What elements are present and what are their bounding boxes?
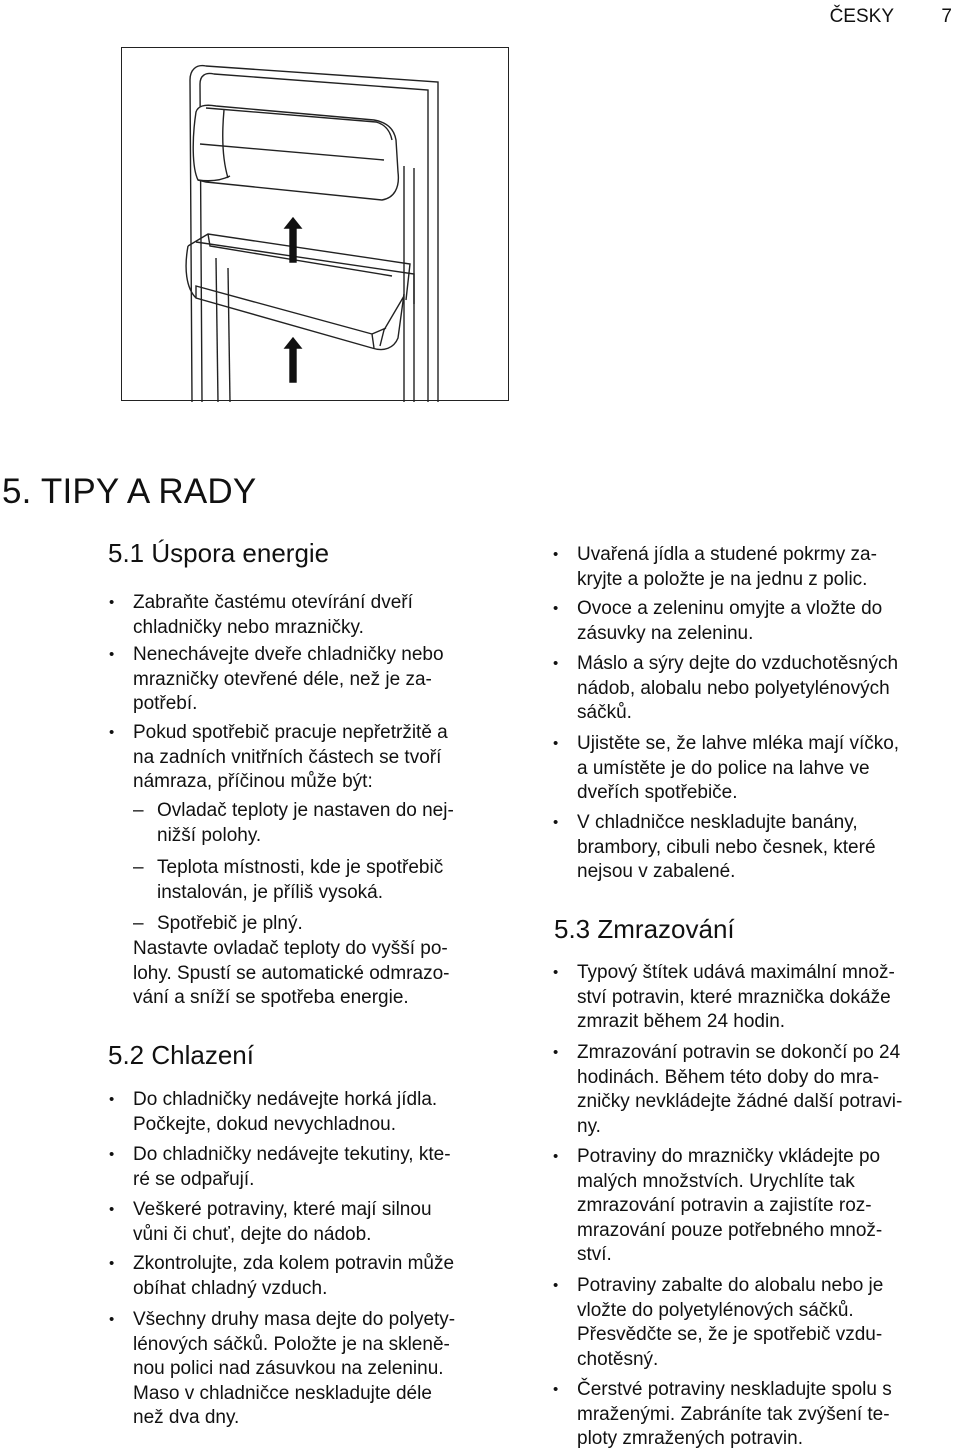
sub-list-item: – Ovladač teploty je nastaven do nej- nižší polohy. — [157, 799, 454, 848]
list-item: • Potraviny zabalte do alobalu nebo je vložte do polyetylénových sáčků. Přesvědčte se, že je spotřebič vzdu- chotěsný. — [577, 1274, 883, 1372]
subsection-title-5-3: 5.3 Zmrazování — [554, 914, 735, 944]
list-item: • V chladničce neskladujte banány, brambory, cibuli nebo česnek, které nejsou v zabalené. — [577, 811, 876, 885]
sub-list-item: – Teplota místnosti, kde je spotřebič instalován, je příliš vysoká. — [157, 856, 443, 905]
page-number: 7 — [941, 6, 952, 27]
door-shelf-illustration — [121, 47, 509, 401]
language-label: ČESKY — [829, 6, 894, 27]
paragraph: Nastavte ovladač teploty do vyšší po- lohy. Spustí se automatické odmrazo- vání a sníží se spotřeba energie. — [133, 938, 450, 1008]
list-item: • Veškeré potraviny, které mají silnou vůni či chuť, dejte do nádob. — [133, 1198, 432, 1247]
list-item: • Potraviny do mrazničky vkládejte po malých množstvích. Urychlíte tak zmrazování potravin a zajistíte roz- mrazování pouze potřebného množ- ství. — [577, 1145, 882, 1268]
list-item: • Zabraňte častému otevírání dveří chladničky nebo mrazničky. — [133, 591, 413, 640]
subsection-title-5-2: 5.2 Chlazení — [108, 1040, 254, 1070]
list-item: • Uvařená jídla a studené pokrmy za- kryjte a položte je na jednu z polic. — [577, 543, 877, 592]
list-item: • Máslo a sýry dejte do vzduchotěsných nádob, alobalu nebo polyetylénových sáčků. — [577, 652, 898, 726]
list-item: • Zmrazování potravin se dokončí po 24 hodinách. Během této doby do mra- zničky nevkládejte žádné další potravi- ny. — [577, 1041, 902, 1139]
subsection-title-5-1: 5.1 Úspora energie — [108, 538, 330, 568]
section-title: 5. TIPY A RADY — [2, 472, 257, 511]
list-item: • Ovoce a zeleninu omyjte a vložte do zásuvky na zeleninu. — [577, 597, 882, 646]
sub-list-item: – Spotřebič je plný. — [157, 912, 303, 937]
list-item: • Čerstvé potraviny neskladujte spolu s mraženými. Zabráníte tak zvýšení te- ploty zmražených potravin. — [577, 1378, 892, 1452]
list-item: • Zkontrolujte, zda kolem potravin může obíhat chladný vzduch. — [133, 1252, 454, 1301]
list-item: • Ujistěte se, že lahve mléka mají víčko, a umístěte je do police na lahve ve dveřích spotřebiče. — [577, 732, 899, 806]
list-item: • Všechny druhy masa dejte do polyety- lénových sáčků. Položte je na skleně- nou polici nad zásuvkou na zeleninu. Maso v chladničce neskladujte déle než dva dny. — [133, 1308, 455, 1431]
list-item: • Typový štítek udává maximální množ- ství potravin, které mraznička dokáže zmrazit během 24 hodin. — [577, 961, 895, 1035]
list-item: • Do chladničky nedávejte horká jídla. Počkejte, dokud nevychladnou. — [133, 1088, 437, 1137]
list-item: • Nenechávejte dveře chladničky nebo mrazničky otevřené déle, než je za- potřebí. — [133, 643, 444, 717]
list-item: • Pokud spotřebič pracuje nepřetržitě a na zadních vnitřních částech se tvoří námraza, příčinou může být: — [133, 721, 448, 795]
list-item: • Do chladničky nedávejte tekutiny, kte- ré se odpařují. — [133, 1143, 451, 1192]
